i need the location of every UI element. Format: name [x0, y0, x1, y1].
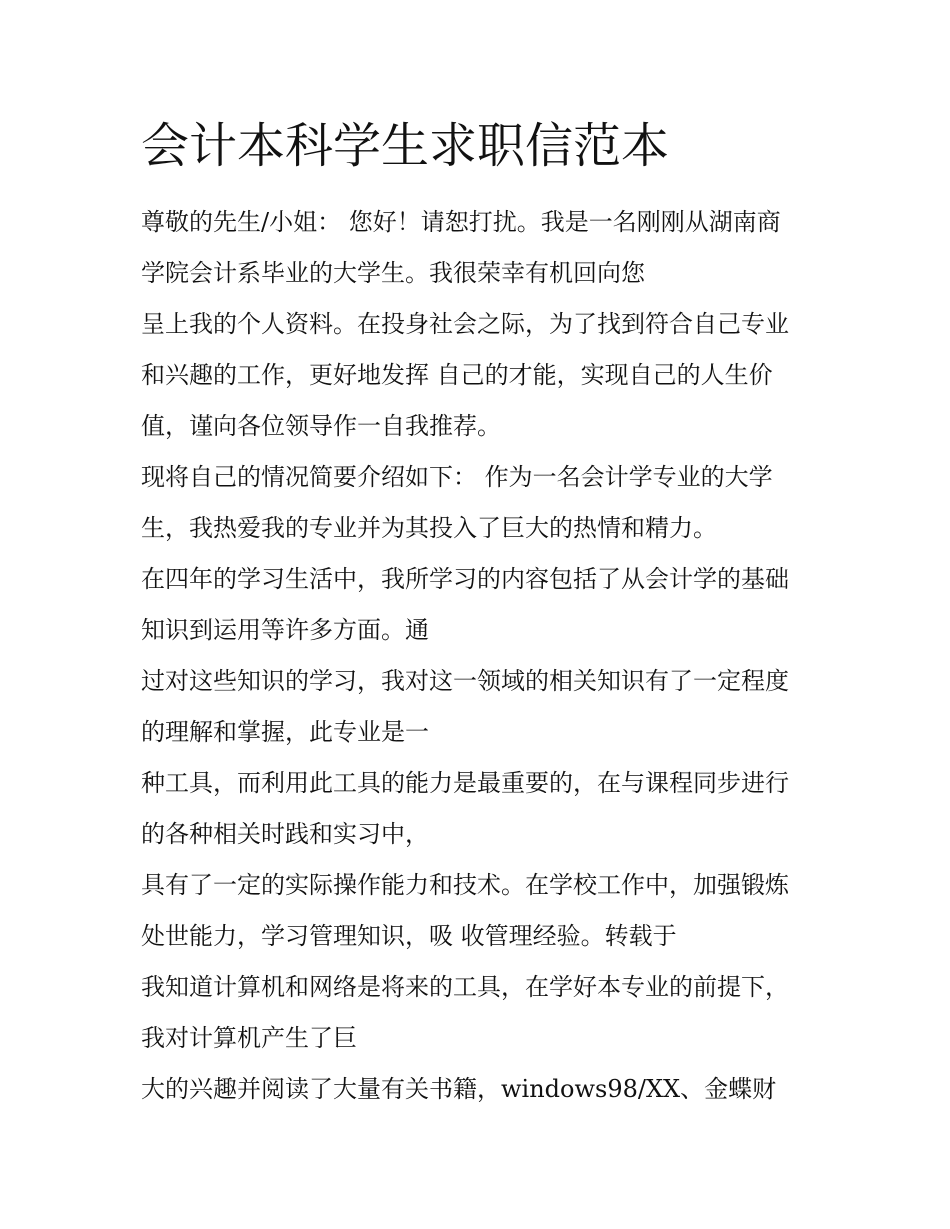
body-line: 我对计算机产生了巨 [141, 1024, 357, 1052]
body-line: 过对这些知识的学习，我对这一领域的相关知识有了一定程度 [141, 667, 789, 695]
body-line: 学院会计系毕业的大学生。我很荣幸有机回向您 [141, 259, 645, 287]
body-line: 我知道计算机和网络是将来的工具，在学好本专业的前提下， [141, 973, 789, 1001]
body-line: 呈上我的个人资料。在投身社会之际，为了找到符合自己专业 [141, 310, 789, 338]
body-line: 种工具，而利用此工具的能力是最重要的，在与课程同步进行 [141, 769, 789, 797]
body-line: 在四年的学习生活中，我所学习的内容包括了从会计学的基础 [141, 565, 789, 593]
body-line: 具有了一定的实际操作能力和技术。在学校工作中，加强锻炼 [141, 871, 789, 899]
body-line: 和兴趣的工作，更好地发挥 自己的才能，实现自己的人生价 [141, 361, 773, 389]
body-line: 生，我热爱我的专业并为其投入了巨大的热情和精力。 [141, 514, 717, 542]
document-title: 会计本科学生求职信范本 [141, 118, 670, 174]
document-body [141, 197, 821, 1115]
body-line: 知识到运用等许多方面。通 [141, 616, 429, 644]
body-line: 现将自己的情况简要介绍如下： 作为一名会计学专业的大学 [141, 463, 773, 491]
body-line: 值，谨向各位领导作一自我推荐。 [141, 412, 501, 440]
body-line: 的理解和掌握，此专业是一 [141, 718, 429, 746]
body-line: 处世能力，学习管理知识，吸 收管理经验。转载于 [141, 922, 677, 950]
body-line: 的各种相关时践和实习中， [141, 820, 429, 848]
body-line: 大的兴趣并阅读了大量有关书籍，windows98/XX、金蝶财 [141, 1075, 777, 1103]
body-line: 尊敬的先生/小姐： 您好！请恕打扰。我是一名刚刚从湖南商 [141, 208, 781, 236]
